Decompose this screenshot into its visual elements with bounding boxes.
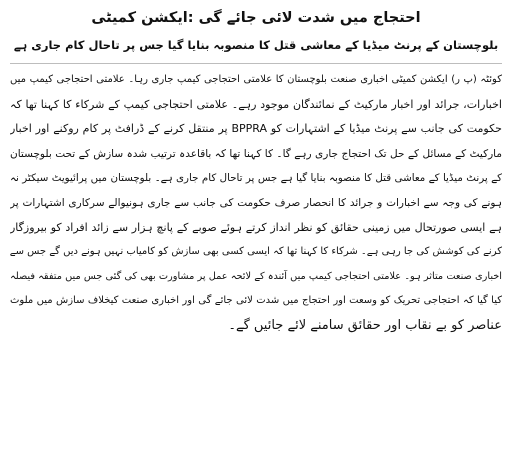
body-line: اخبارات، جرائد اور اخبار مارکیٹ کے نمائندگان موجود رہے۔ علامتی احتجاجی کیمپ کے شرکاء کا کہنا تھا کہ bbox=[10, 97, 502, 111]
body-line: اخباری صنعت متاثر ہو۔ علامتی احتجاجی کیمپ میں آئندہ کے لائحہ عمل پر مشاورت بھی کی گئی جس میں متفقہ فیصلہ bbox=[10, 270, 502, 282]
body-line: کے پرنٹ میڈیا کے معاشی قتل کا منصوبہ بنایا گیا ہے جس پر تاحال کام جاری ہے۔ بلوچستان میں پرائیویٹ سیکٹر نہ bbox=[10, 172, 502, 185]
body-line: عناصر کو بے نقاب اور حقائق سامنے لائے جائیں گے۔ bbox=[228, 317, 502, 333]
body-line: مارکیٹ کے مسائل کے حل تک احتجاج جاری رہے گا۔ کا کہنا تھا کہ باقاعدہ ترتیب شدہ سازش کے تحت بلوچستان bbox=[10, 147, 502, 160]
divider bbox=[10, 63, 502, 64]
body-line: ہونے کی وجہ سے اخبارات و جرائد کا انحصار صرف حکومت کی جانب سے جاری ہونیوالے سرکاری اشتہارات پر bbox=[10, 196, 502, 209]
body-line: ہے ایسی صورتحال میں زمینی حقائق کو نظر انداز کرتے ہوئے صوبے کے پانچ ہزار سے زائد افراد کو بیروزگار bbox=[10, 220, 502, 234]
subheadline: بلوچستان کے پرنٹ میڈیا کے معاشی قتل کا منصوبہ بنایا گیا جس پر تاحال کام جاری ہے bbox=[13, 38, 499, 52]
headline: احتجاج میں شدت لائی جائے گی :ایکشن کمیٹی bbox=[91, 10, 421, 26]
body-line: کرنے کی کوشش کی جا رہی ہے۔ شرکاء کا کہنا تھا کہ ایسی کسی بھی سازش کو کامیاب نہیں ہونے دیں گے جس سے bbox=[10, 246, 502, 258]
article-body bbox=[10, 68, 502, 339]
body-line: حکومت کی جانب سے پرنٹ میڈیا کے اشتہارات کو BPPRA پر منتقل کرنے کے ڈرافٹ پر کام روکنے اور اخبار bbox=[10, 122, 502, 136]
body-line: کیا گیا کہ احتجاجی تحریک کو وسعت اور احتجاج میں شدت لائی جائے گی اور اخباری صنعت کیخلاف سازش میں ملوث bbox=[10, 295, 502, 307]
body-line: کوئٹہ (پ ر) ایکشن کمیٹی اخباری صنعت بلوچستان کا علامتی احتجاجی کیمپ جاری رہا۔ علامتی احتجاجی کیمپ میں bbox=[10, 74, 502, 85]
